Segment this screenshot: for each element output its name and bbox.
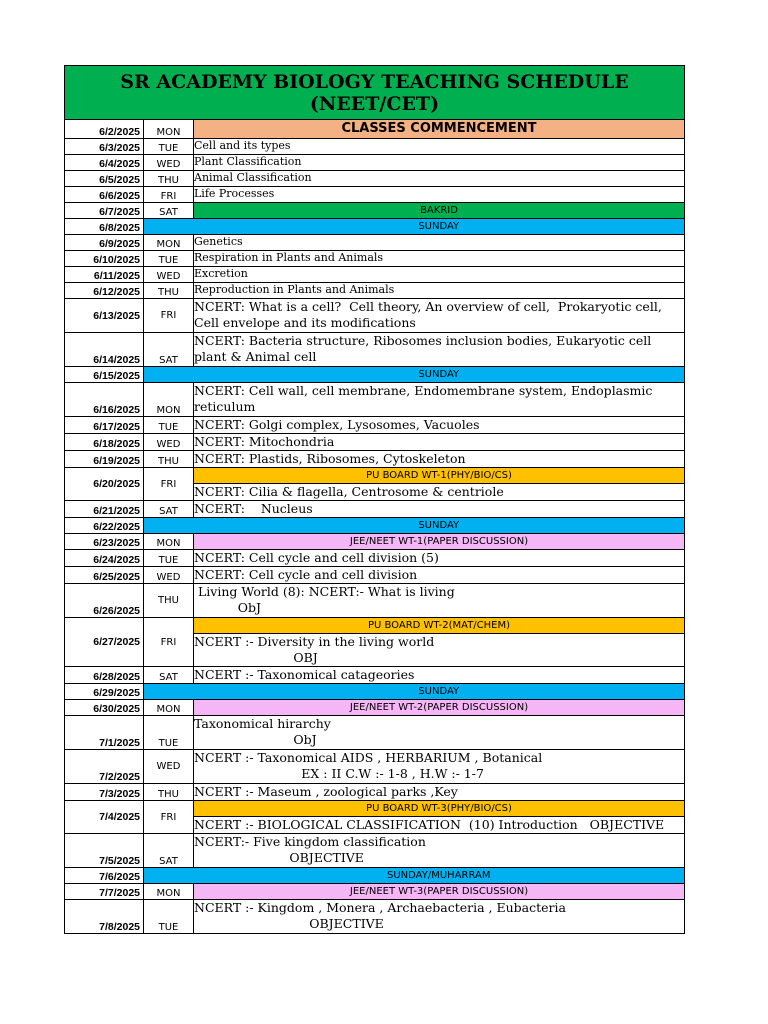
schedule-row	[65, 251, 685, 267]
topic-cell: NCERT:- Five kingdom classification OBJECTIVE	[194, 834, 685, 868]
day-cell: MON	[144, 120, 194, 139]
schedule-row	[65, 283, 685, 299]
schedule-row	[65, 235, 685, 251]
schedule-row	[65, 550, 685, 567]
day-cell: THU	[144, 784, 194, 801]
schedule-row	[65, 784, 685, 801]
date-cell: 6/15/2025	[65, 367, 144, 383]
day-cell: TUE	[144, 900, 194, 934]
topic-cell: Life Processes	[194, 187, 685, 203]
sunday-band: SUNDAY	[194, 367, 685, 383]
schedule-row	[65, 451, 685, 468]
topic-cell: NCERT: Plastids, Ribosomes, Cytoskeleton	[194, 451, 685, 468]
day-cell: WED	[144, 750, 194, 784]
date-cell: 6/9/2025	[65, 235, 144, 251]
date-cell: 6/7/2025	[65, 203, 144, 219]
sunday-band: SUNDAY	[194, 219, 685, 235]
sunday-band: SUNDAY/MUHARRAM	[194, 868, 685, 884]
date-cell: 6/10/2025	[65, 251, 144, 267]
day-cell: WED	[144, 155, 194, 171]
date-cell: 6/27/2025	[65, 618, 144, 667]
date-cell: 6/18/2025	[65, 434, 144, 451]
schedule-row	[65, 801, 685, 817]
topic-cell: NCERT: Mitochondria	[194, 434, 685, 451]
schedule-row	[65, 868, 685, 884]
schedule-row	[65, 333, 685, 367]
date-cell: 6/17/2025	[65, 417, 144, 434]
holiday-band: BAKRID	[194, 203, 685, 219]
date-cell: 6/8/2025	[65, 219, 144, 235]
day-cell	[144, 367, 194, 383]
schedule-title: SR ACADEMY BIOLOGY TEACHING SCHEDULE (NEET/CET)	[65, 66, 685, 120]
title-row	[65, 66, 685, 120]
topic-cell: NCERT :- Maseum , zoological parks ,Key	[194, 784, 685, 801]
date-cell: 6/25/2025	[65, 567, 144, 584]
topic-cell: Respiration in Plants and Animals	[194, 251, 685, 267]
topic-cell: NCERT :- BIOLOGICAL CLASSIFICATION (10) Introduction OBJECTIVE	[194, 817, 685, 834]
topic-cell: NCERT :- Diversity in the living world OBJ	[194, 634, 685, 667]
schedule-row	[65, 618, 685, 634]
date-cell: 6/24/2025	[65, 550, 144, 567]
schedule-row	[65, 900, 685, 934]
pu-board-test-band: PU BOARD WT-1(PHY/BIO/CS)	[194, 468, 685, 484]
day-cell: MON	[144, 235, 194, 251]
day-cell: THU	[144, 171, 194, 187]
day-cell: SAT	[144, 834, 194, 868]
schedule-row	[65, 534, 685, 550]
day-cell	[144, 684, 194, 700]
date-cell: 7/5/2025	[65, 834, 144, 868]
commencement-banner: CLASSES COMMENCEMENT	[194, 120, 685, 139]
schedule-row	[65, 834, 685, 868]
day-cell: MON	[144, 534, 194, 550]
schedule-row	[65, 120, 685, 139]
topic-cell: NCERT: What is a cell? Cell theory, An overview of cell, Prokaryotic cell, Cell envelope and its modifications	[194, 299, 685, 333]
date-cell: 6/13/2025	[65, 299, 144, 333]
schedule-row	[65, 567, 685, 584]
sunday-band: SUNDAY	[194, 684, 685, 700]
sunday-band: SUNDAY	[194, 518, 685, 534]
day-cell: TUE	[144, 251, 194, 267]
date-cell: 6/14/2025	[65, 333, 144, 367]
topic-cell: NCERT :- Kingdom , Monera , Archaebacteria , Eubacteria OBJECTIVE	[194, 900, 685, 934]
date-cell: 6/19/2025	[65, 451, 144, 468]
day-cell: MON	[144, 383, 194, 417]
date-cell: 6/23/2025	[65, 534, 144, 550]
date-cell: 6/11/2025	[65, 267, 144, 283]
date-cell: 7/4/2025	[65, 801, 144, 834]
schedule-row	[65, 187, 685, 203]
day-cell: TUE	[144, 139, 194, 155]
day-cell: SAT	[144, 501, 194, 518]
schedule-row	[65, 299, 685, 333]
schedule-row	[65, 468, 685, 484]
schedule-row	[65, 716, 685, 750]
date-cell: 6/5/2025	[65, 171, 144, 187]
topic-cell: Plant Classification	[194, 155, 685, 171]
schedule-row	[65, 367, 685, 383]
topic-cell: NCERT: Bacteria structure, Ribosomes inclusion bodies, Eukaryotic cell plant & Animal cell	[194, 333, 685, 367]
date-cell: 6/6/2025	[65, 187, 144, 203]
schedule-row	[65, 700, 685, 716]
schedule-row	[65, 518, 685, 534]
day-cell: MON	[144, 700, 194, 716]
date-cell: 6/30/2025	[65, 700, 144, 716]
topic-cell: NCERT: Cell wall, cell membrane, Endomembrane system, Endoplasmic reticulum	[194, 383, 685, 417]
schedule-row	[65, 203, 685, 219]
topic-cell: Genetics	[194, 235, 685, 251]
day-cell: FRI	[144, 187, 194, 203]
day-cell: THU	[144, 584, 194, 618]
day-cell: TUE	[144, 550, 194, 567]
topic-cell: Taxonomical hirarchy ObJ	[194, 716, 685, 750]
date-cell: 6/4/2025	[65, 155, 144, 171]
day-cell: WED	[144, 267, 194, 283]
day-cell: TUE	[144, 417, 194, 434]
schedule-body	[65, 66, 685, 934]
pu-board-test-band: PU BOARD WT-3(PHY/BIO/CS)	[194, 801, 685, 817]
topic-cell: Cell and its types	[194, 139, 685, 155]
schedule-row	[65, 155, 685, 171]
date-cell: 6/2/2025	[65, 120, 144, 139]
day-cell: SAT	[144, 333, 194, 367]
day-cell	[144, 868, 194, 884]
topic-cell: Animal Classification	[194, 171, 685, 187]
day-cell: TUE	[144, 716, 194, 750]
date-cell: 7/7/2025	[65, 884, 144, 900]
schedule-row	[65, 584, 685, 618]
topic-cell: Reproduction in Plants and Animals	[194, 283, 685, 299]
day-cell: WED	[144, 434, 194, 451]
jee-neet-test-band: JEE/NEET WT-1(PAPER DISCUSSION)	[194, 534, 685, 550]
day-cell: THU	[144, 283, 194, 299]
date-cell: 6/20/2025	[65, 468, 144, 501]
date-cell: 7/2/2025	[65, 750, 144, 784]
day-cell: SAT	[144, 667, 194, 684]
date-cell: 6/29/2025	[65, 684, 144, 700]
day-cell	[144, 219, 194, 235]
schedule-row	[65, 267, 685, 283]
date-cell: 6/12/2025	[65, 283, 144, 299]
schedule-row	[65, 684, 685, 700]
day-cell: FRI	[144, 468, 194, 501]
schedule-row	[65, 219, 685, 235]
date-cell: 6/28/2025	[65, 667, 144, 684]
topic-cell: NCERT: Cell cycle and cell division (5)	[194, 550, 685, 567]
topic-cell: NCERT: Cilia & flagella, Centrosome & centriole	[194, 484, 685, 501]
date-cell: 6/26/2025	[65, 584, 144, 618]
day-cell	[144, 518, 194, 534]
date-cell: 7/8/2025	[65, 900, 144, 934]
schedule-row	[65, 383, 685, 417]
topic-cell: NCERT: Golgi complex, Lysosomes, Vacuoles	[194, 417, 685, 434]
jee-neet-test-band: JEE/NEET WT-2(PAPER DISCUSSION)	[194, 700, 685, 716]
schedule-row	[65, 171, 685, 187]
date-cell: 7/1/2025	[65, 716, 144, 750]
date-cell: 6/22/2025	[65, 518, 144, 534]
topic-cell: NCERT: Nucleus	[194, 501, 685, 518]
schedule-table	[64, 65, 685, 934]
day-cell: MON	[144, 884, 194, 900]
date-cell: 7/3/2025	[65, 784, 144, 801]
date-cell: 6/21/2025	[65, 501, 144, 518]
schedule-row	[65, 434, 685, 451]
topic-cell: Living World (8): NCERT:- What is living ObJ	[194, 584, 685, 618]
schedule-row	[65, 501, 685, 518]
topic-cell: NCERT :- Taxonomical AIDS , HERBARIUM , Botanical EX : II C.W :- 1-8 , H.W :- 1-7	[194, 750, 685, 784]
day-cell: FRI	[144, 299, 194, 333]
day-cell: FRI	[144, 618, 194, 667]
day-cell: WED	[144, 567, 194, 584]
schedule-row	[65, 417, 685, 434]
pu-board-test-band: PU BOARD WT-2(MAT/CHEM)	[194, 618, 685, 634]
topic-cell: Excretion	[194, 267, 685, 283]
topic-cell: NCERT: Cell cycle and cell division	[194, 567, 685, 584]
jee-neet-test-band: JEE/NEET WT-3(PAPER DISCUSSION)	[194, 884, 685, 900]
schedule-row	[65, 667, 685, 684]
schedule-row	[65, 884, 685, 900]
date-cell: 7/6/2025	[65, 868, 144, 884]
day-cell: FRI	[144, 801, 194, 834]
schedule-row	[65, 750, 685, 784]
date-cell: 6/16/2025	[65, 383, 144, 417]
schedule-row	[65, 139, 685, 155]
day-cell: SAT	[144, 203, 194, 219]
date-cell: 6/3/2025	[65, 139, 144, 155]
topic-cell: NCERT :- Taxonomical catageories	[194, 667, 685, 684]
day-cell: THU	[144, 451, 194, 468]
